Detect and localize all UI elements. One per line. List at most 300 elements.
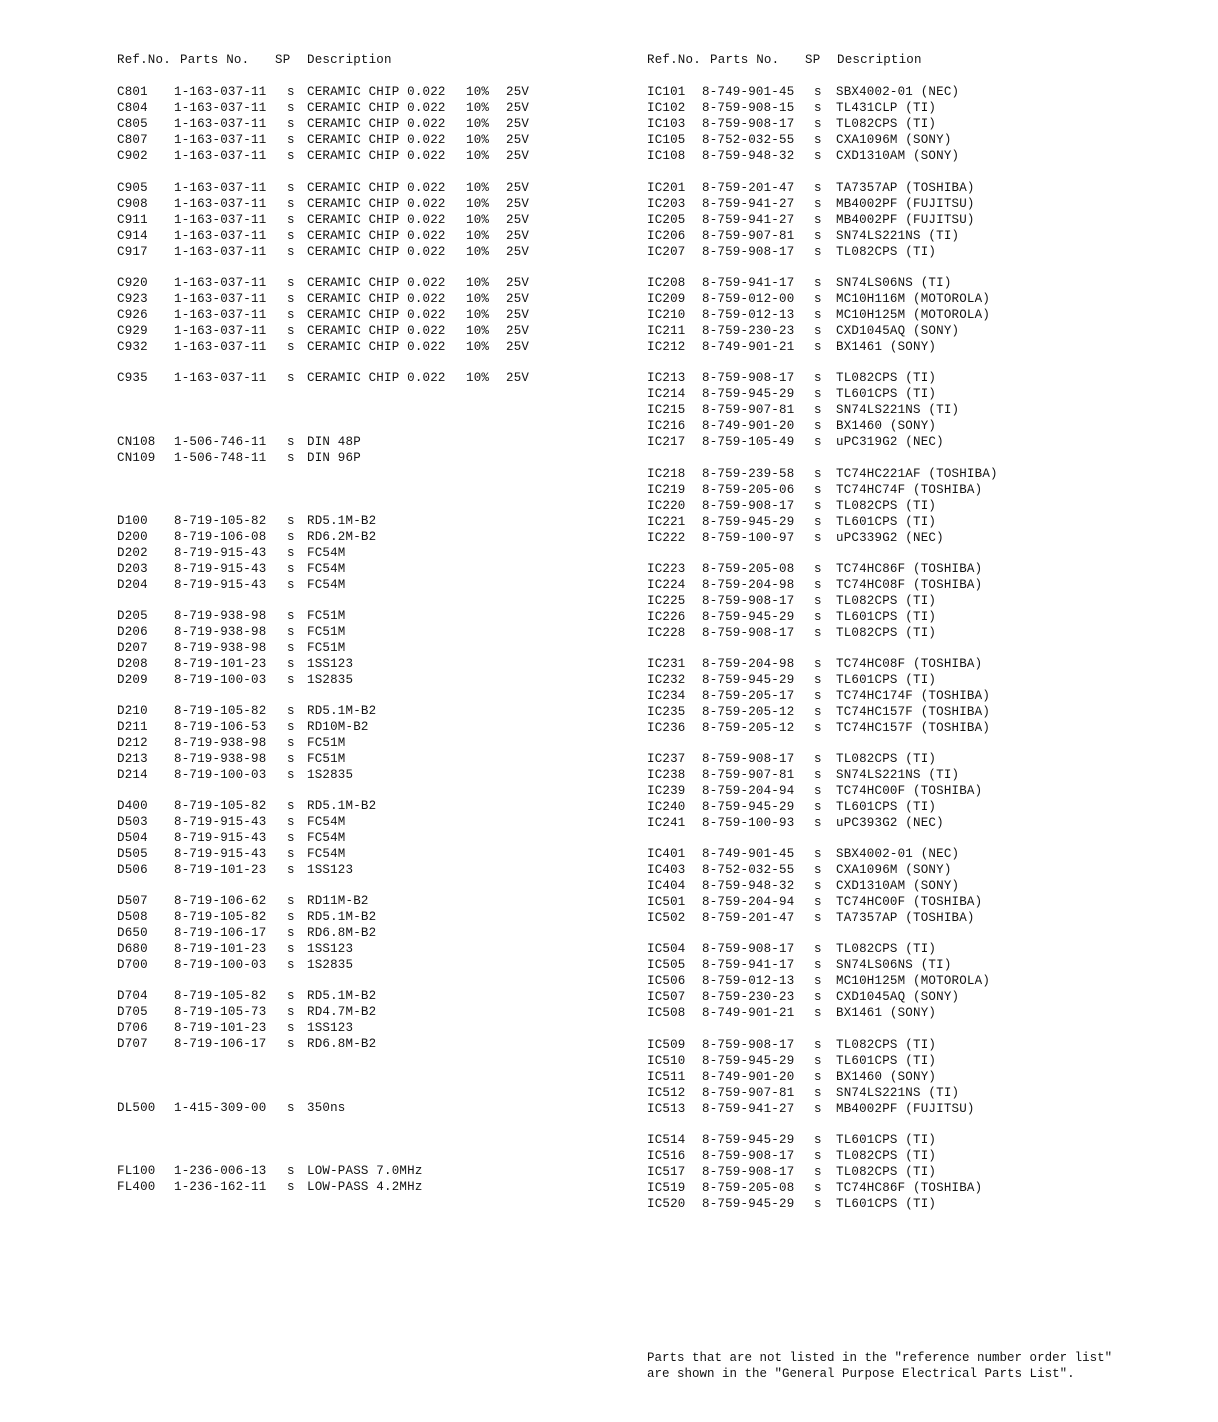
parts-no: 8-719-938-98 <box>174 609 267 623</box>
parts-no: 8-759-945-29 <box>702 387 795 401</box>
sp-mark: s <box>287 926 295 940</box>
tolerance: 10% <box>466 340 490 354</box>
ref-no: D705 <box>117 1005 148 1019</box>
ref-no: D203 <box>117 562 148 576</box>
parts-no: 8-759-205-12 <box>702 721 795 735</box>
sp-mark: s <box>287 894 295 908</box>
ref-no: IC228 <box>647 626 686 640</box>
parts-no: 8-759-204-98 <box>702 578 795 592</box>
parts-no: 8-759-201-47 <box>702 911 795 925</box>
sp-mark: s <box>814 1149 822 1163</box>
header-ref-no: Ref.No. <box>647 53 701 67</box>
description: FC54M <box>307 546 346 560</box>
ref-no: IC220 <box>647 499 686 513</box>
parts-no: 1-163-037-11 <box>174 245 267 259</box>
parts-no: 8-759-908-17 <box>702 117 795 131</box>
description: TL601CPS (TI) <box>836 800 937 814</box>
sp-mark: s <box>287 1180 295 1194</box>
description: CXD1310AM (SONY) <box>836 879 960 893</box>
footnote-line-2: are shown in the "General Purpose Electrical Parts List". <box>647 1367 1075 1381</box>
sp-mark: s <box>814 721 822 735</box>
sp-mark: s <box>814 229 822 243</box>
ref-no: C902 <box>117 149 148 163</box>
parts-no: 8-759-945-29 <box>702 515 795 529</box>
voltage: 25V <box>506 276 530 290</box>
ref-no: IC213 <box>647 371 686 385</box>
description: SN74LS221NS (TI) <box>836 229 960 243</box>
ref-no: DL500 <box>117 1101 156 1115</box>
sp-mark: s <box>287 736 295 750</box>
description: DIN 96P <box>307 451 361 465</box>
sp-mark: s <box>287 514 295 528</box>
ref-no: D507 <box>117 894 148 908</box>
ref-no: D214 <box>117 768 148 782</box>
ref-no: D706 <box>117 1021 148 1035</box>
description: TL601CPS (TI) <box>836 673 937 687</box>
parts-no: 8-759-945-29 <box>702 1197 795 1211</box>
sp-mark: s <box>287 197 295 211</box>
sp-mark: s <box>814 958 822 972</box>
sp-mark: s <box>287 910 295 924</box>
parts-no: 8-752-032-55 <box>702 133 795 147</box>
description: MB4002PF (FUJITSU) <box>836 197 975 211</box>
ref-no: IC108 <box>647 149 686 163</box>
ref-no: IC231 <box>647 657 686 671</box>
parts-no: 1-163-037-11 <box>174 371 267 385</box>
parts-no: 8-759-908-17 <box>702 1149 795 1163</box>
sp-mark: s <box>287 308 295 322</box>
ref-no: IC506 <box>647 974 686 988</box>
ref-no: CN108 <box>117 435 156 449</box>
parts-no: 8-719-100-03 <box>174 768 267 782</box>
description: TL601CPS (TI) <box>836 1133 937 1147</box>
description: uPC319G2 (NEC) <box>836 435 944 449</box>
sp-mark: s <box>287 546 295 560</box>
sp-mark: s <box>287 958 295 972</box>
parts-no: 1-163-037-11 <box>174 324 267 338</box>
sp-mark: s <box>814 752 822 766</box>
parts-no: 8-759-907-81 <box>702 1086 795 1100</box>
description: SBX4002-01 (NEC) <box>836 847 960 861</box>
sp-mark: s <box>814 1197 822 1211</box>
parts-no: 8-759-012-13 <box>702 974 795 988</box>
ref-no: C807 <box>117 133 148 147</box>
description: FC54M <box>307 562 346 576</box>
sp-mark: s <box>814 594 822 608</box>
description: LOW-PASS 4.2MHz <box>307 1180 423 1194</box>
sp-mark: s <box>814 371 822 385</box>
sp-mark: s <box>814 1054 822 1068</box>
description: TC74HC86F (TOSHIBA) <box>836 1181 983 1195</box>
description: RD5.1M-B2 <box>307 514 377 528</box>
parts-no: 8-719-100-03 <box>174 673 267 687</box>
sp-mark: s <box>814 816 822 830</box>
ref-no: IC215 <box>647 403 686 417</box>
ref-no: D100 <box>117 514 148 528</box>
description: MC10H116M (MOTOROLA) <box>836 292 991 306</box>
ref-no: IC505 <box>647 958 686 972</box>
parts-no: 1-163-037-11 <box>174 101 267 115</box>
ref-no: IC520 <box>647 1197 686 1211</box>
parts-no: 1-163-037-11 <box>174 340 267 354</box>
parts-no: 8-719-105-82 <box>174 514 267 528</box>
sp-mark: s <box>287 799 295 813</box>
ref-no: C920 <box>117 276 148 290</box>
ref-no: IC502 <box>647 911 686 925</box>
sp-mark: s <box>287 641 295 655</box>
sp-mark: s <box>814 467 822 481</box>
description: FC54M <box>307 578 346 592</box>
ref-no: IC221 <box>647 515 686 529</box>
sp-mark: s <box>814 515 822 529</box>
ref-no: IC214 <box>647 387 686 401</box>
sp-mark: s <box>287 562 295 576</box>
parts-no: 8-719-106-08 <box>174 530 267 544</box>
parts-no: 8-759-012-00 <box>702 292 795 306</box>
description: TL601CPS (TI) <box>836 1054 937 1068</box>
parts-no: 8-759-945-29 <box>702 673 795 687</box>
parts-no: 8-759-230-23 <box>702 324 795 338</box>
sp-mark: s <box>814 689 822 703</box>
ref-no: IC223 <box>647 562 686 576</box>
sp-mark: s <box>814 181 822 195</box>
ref-no: D202 <box>117 546 148 560</box>
tolerance: 10% <box>466 213 490 227</box>
description: TL601CPS (TI) <box>836 1197 937 1211</box>
description: FC51M <box>307 609 346 623</box>
description: TL082CPS (TI) <box>836 245 937 259</box>
parts-no: 8-759-907-81 <box>702 229 795 243</box>
parts-no: 8-719-938-98 <box>174 752 267 766</box>
parts-no: 8-759-941-27 <box>702 1102 795 1116</box>
sp-mark: s <box>287 181 295 195</box>
parts-no: 8-759-908-17 <box>702 499 795 513</box>
parts-no: 8-759-908-17 <box>702 371 795 385</box>
ref-no: C911 <box>117 213 148 227</box>
tolerance: 10% <box>466 101 490 115</box>
sp-mark: s <box>814 974 822 988</box>
ref-no: IC403 <box>647 863 686 877</box>
voltage: 25V <box>506 308 530 322</box>
description: CERAMIC CHIP 0.022 <box>307 117 446 131</box>
sp-mark: s <box>287 1037 295 1051</box>
header-sp: SP <box>805 53 821 67</box>
description: TL082CPS (TI) <box>836 117 937 131</box>
description: FC54M <box>307 847 346 861</box>
description: RD6.8M-B2 <box>307 926 377 940</box>
parts-no: 8-759-230-23 <box>702 990 795 1004</box>
sp-mark: s <box>287 578 295 592</box>
parts-no: 8-759-205-08 <box>702 1181 795 1195</box>
header-description: Description <box>837 53 922 67</box>
parts-no: 8-759-941-27 <box>702 197 795 211</box>
ref-no: IC237 <box>647 752 686 766</box>
ref-no: IC103 <box>647 117 686 131</box>
parts-no: 8-759-205-06 <box>702 483 795 497</box>
ref-no: D211 <box>117 720 148 734</box>
parts-no: 8-719-106-17 <box>174 926 267 940</box>
sp-mark: s <box>814 879 822 893</box>
sp-mark: s <box>814 340 822 354</box>
sp-mark: s <box>814 800 822 814</box>
parts-no: 1-236-006-13 <box>174 1164 267 1178</box>
sp-mark: s <box>287 245 295 259</box>
description: CERAMIC CHIP 0.022 <box>307 340 446 354</box>
ref-no: IC240 <box>647 800 686 814</box>
parts-no: 8-759-239-58 <box>702 467 795 481</box>
sp-mark: s <box>814 245 822 259</box>
ref-no: D504 <box>117 831 148 845</box>
ref-no: C926 <box>117 308 148 322</box>
sp-mark: s <box>814 419 822 433</box>
ref-no: IC519 <box>647 1181 686 1195</box>
sp-mark: s <box>287 609 295 623</box>
parts-no: 8-759-948-32 <box>702 879 795 893</box>
description: TL082CPS (TI) <box>836 942 937 956</box>
sp-mark: s <box>287 815 295 829</box>
tolerance: 10% <box>466 245 490 259</box>
description: TC74HC08F (TOSHIBA) <box>836 657 983 671</box>
sp-mark: s <box>814 768 822 782</box>
description: CERAMIC CHIP 0.022 <box>307 308 446 322</box>
parts-no: 1-163-037-11 <box>174 292 267 306</box>
sp-mark: s <box>814 1165 822 1179</box>
description: CERAMIC CHIP 0.022 <box>307 149 446 163</box>
parts-no: 1-163-037-11 <box>174 149 267 163</box>
parts-no: 8-759-945-29 <box>702 610 795 624</box>
ref-no: IC208 <box>647 276 686 290</box>
sp-mark: s <box>814 324 822 338</box>
parts-no: 8-759-945-29 <box>702 800 795 814</box>
ref-no: IC101 <box>647 85 686 99</box>
ref-no: IC238 <box>647 768 686 782</box>
sp-mark: s <box>287 117 295 131</box>
parts-no: 8-759-201-47 <box>702 181 795 195</box>
parts-no: 8-759-907-81 <box>702 403 795 417</box>
sp-mark: s <box>814 292 822 306</box>
parts-no: 1-163-037-11 <box>174 213 267 227</box>
tolerance: 10% <box>466 324 490 338</box>
sp-mark: s <box>287 451 295 465</box>
ref-no: IC404 <box>647 879 686 893</box>
voltage: 25V <box>506 245 530 259</box>
description: TL601CPS (TI) <box>836 610 937 624</box>
voltage: 25V <box>506 133 530 147</box>
ref-no: IC501 <box>647 895 686 909</box>
parts-no: 1-415-309-00 <box>174 1101 267 1115</box>
sp-mark: s <box>814 387 822 401</box>
description: RD5.1M-B2 <box>307 989 377 1003</box>
description: SBX4002-01 (NEC) <box>836 85 960 99</box>
ref-no: C914 <box>117 229 148 243</box>
ref-no: D206 <box>117 625 148 639</box>
parts-no: 8-719-105-82 <box>174 799 267 813</box>
tolerance: 10% <box>466 181 490 195</box>
ref-no: D200 <box>117 530 148 544</box>
voltage: 25V <box>506 292 530 306</box>
sp-mark: s <box>814 531 822 545</box>
sp-mark: s <box>814 101 822 115</box>
parts-no: 8-719-105-82 <box>174 704 267 718</box>
parts-no: 8-759-908-15 <box>702 101 795 115</box>
description: RD5.1M-B2 <box>307 799 377 813</box>
ref-no: D650 <box>117 926 148 940</box>
ref-no: C923 <box>117 292 148 306</box>
sp-mark: s <box>814 133 822 147</box>
ref-no: IC224 <box>647 578 686 592</box>
header-parts-no: Parts No. <box>180 53 250 67</box>
description: TC74HC157F (TOSHIBA) <box>836 705 991 719</box>
tolerance: 10% <box>466 133 490 147</box>
ref-no: FL100 <box>117 1164 156 1178</box>
ref-no: D208 <box>117 657 148 671</box>
ref-no: IC509 <box>647 1038 686 1052</box>
sp-mark: s <box>287 371 295 385</box>
parts-no: 8-759-941-17 <box>702 276 795 290</box>
ref-no: IC514 <box>647 1133 686 1147</box>
parts-no: 8-759-945-29 <box>702 1133 795 1147</box>
ref-no: IC511 <box>647 1070 686 1084</box>
ref-no: IC218 <box>647 467 686 481</box>
voltage: 25V <box>506 229 530 243</box>
description: CERAMIC CHIP 0.022 <box>307 133 446 147</box>
sp-mark: s <box>814 1070 822 1084</box>
sp-mark: s <box>287 324 295 338</box>
parts-no: 8-719-101-23 <box>174 942 267 956</box>
description: TL082CPS (TI) <box>836 371 937 385</box>
tolerance: 10% <box>466 229 490 243</box>
ref-no: D213 <box>117 752 148 766</box>
ref-no: D212 <box>117 736 148 750</box>
sp-mark: s <box>814 85 822 99</box>
sp-mark: s <box>814 911 822 925</box>
header-parts-no: Parts No. <box>710 53 780 67</box>
tolerance: 10% <box>466 149 490 163</box>
parts-no: 1-236-162-11 <box>174 1180 267 1194</box>
description: 1S2835 <box>307 673 354 687</box>
description: SN74LS06NS (TI) <box>836 276 952 290</box>
description: 1SS123 <box>307 863 354 877</box>
parts-no: 8-759-908-17 <box>702 1165 795 1179</box>
parts-no: 8-719-938-98 <box>174 625 267 639</box>
parts-no: 8-759-908-17 <box>702 752 795 766</box>
ref-no: C908 <box>117 197 148 211</box>
ref-no: C935 <box>117 371 148 385</box>
sp-mark: s <box>287 1021 295 1035</box>
ref-no: IC225 <box>647 594 686 608</box>
description: TC74HC00F (TOSHIBA) <box>836 895 983 909</box>
ref-no: CN109 <box>117 451 156 465</box>
description: RD6.2M-B2 <box>307 530 377 544</box>
description: TC74HC221AF (TOSHIBA) <box>836 467 998 481</box>
description: CXA1096M (SONY) <box>836 863 952 877</box>
description: 1SS123 <box>307 657 354 671</box>
sp-mark: s <box>814 117 822 131</box>
description: TL601CPS (TI) <box>836 515 937 529</box>
ref-no: D680 <box>117 942 148 956</box>
ref-no: D503 <box>117 815 148 829</box>
sp-mark: s <box>287 276 295 290</box>
description: CXA1096M (SONY) <box>836 133 952 147</box>
ref-no: C905 <box>117 181 148 195</box>
parts-no: 8-719-105-82 <box>174 989 267 1003</box>
sp-mark: s <box>287 133 295 147</box>
description: TA7357AP (TOSHIBA) <box>836 911 975 925</box>
voltage: 25V <box>506 181 530 195</box>
sp-mark: s <box>814 1086 822 1100</box>
ref-no: IC102 <box>647 101 686 115</box>
sp-mark: s <box>287 989 295 1003</box>
parts-no: 8-749-901-20 <box>702 419 795 433</box>
sp-mark: s <box>287 149 295 163</box>
ref-no: IC217 <box>647 435 686 449</box>
tolerance: 10% <box>466 276 490 290</box>
sp-mark: s <box>814 1102 822 1116</box>
ref-no: C932 <box>117 340 148 354</box>
sp-mark: s <box>814 705 822 719</box>
ref-no: D400 <box>117 799 148 813</box>
parts-no: 8-719-915-43 <box>174 815 267 829</box>
parts-no: 8-719-915-43 <box>174 831 267 845</box>
parts-no: 8-719-915-43 <box>174 562 267 576</box>
description: RD11M-B2 <box>307 894 369 908</box>
parts-no: 8-759-205-17 <box>702 689 795 703</box>
parts-no: 8-749-901-20 <box>702 1070 795 1084</box>
sp-mark: s <box>814 942 822 956</box>
parts-no: 1-163-037-11 <box>174 229 267 243</box>
parts-no: 1-163-037-11 <box>174 117 267 131</box>
parts-no: 8-719-101-23 <box>174 1021 267 1035</box>
ref-no: C801 <box>117 85 148 99</box>
parts-no: 1-163-037-11 <box>174 276 267 290</box>
description: FC51M <box>307 641 346 655</box>
ref-no: IC239 <box>647 784 686 798</box>
sp-mark: s <box>814 895 822 909</box>
description: TA7357AP (TOSHIBA) <box>836 181 975 195</box>
ref-no: D505 <box>117 847 148 861</box>
ref-no: IC507 <box>647 990 686 1004</box>
description: FC54M <box>307 815 346 829</box>
sp-mark: s <box>814 847 822 861</box>
ref-no: D205 <box>117 609 148 623</box>
sp-mark: s <box>814 1133 822 1147</box>
voltage: 25V <box>506 101 530 115</box>
ref-no: IC211 <box>647 324 686 338</box>
parts-no: 8-749-901-45 <box>702 847 795 861</box>
description: RD6.8M-B2 <box>307 1037 377 1051</box>
description: MC10H125M (MOTOROLA) <box>836 974 991 988</box>
parts-no: 8-759-907-81 <box>702 768 795 782</box>
ref-no: D506 <box>117 863 148 877</box>
description: SN74LS06NS (TI) <box>836 958 952 972</box>
sp-mark: s <box>814 213 822 227</box>
sp-mark: s <box>814 1038 822 1052</box>
sp-mark: s <box>287 85 295 99</box>
description: TL082CPS (TI) <box>836 594 937 608</box>
sp-mark: s <box>814 784 822 798</box>
ref-no: D210 <box>117 704 148 718</box>
description: CERAMIC CHIP 0.022 <box>307 181 446 195</box>
sp-mark: s <box>287 625 295 639</box>
ref-no: C804 <box>117 101 148 115</box>
description: CERAMIC CHIP 0.022 <box>307 229 446 243</box>
parts-no: 8-749-901-45 <box>702 85 795 99</box>
description: CERAMIC CHIP 0.022 <box>307 371 446 385</box>
parts-no: 8-759-908-17 <box>702 626 795 640</box>
description: TL082CPS (TI) <box>836 752 937 766</box>
sp-mark: s <box>814 483 822 497</box>
parts-no: 1-163-037-11 <box>174 181 267 195</box>
